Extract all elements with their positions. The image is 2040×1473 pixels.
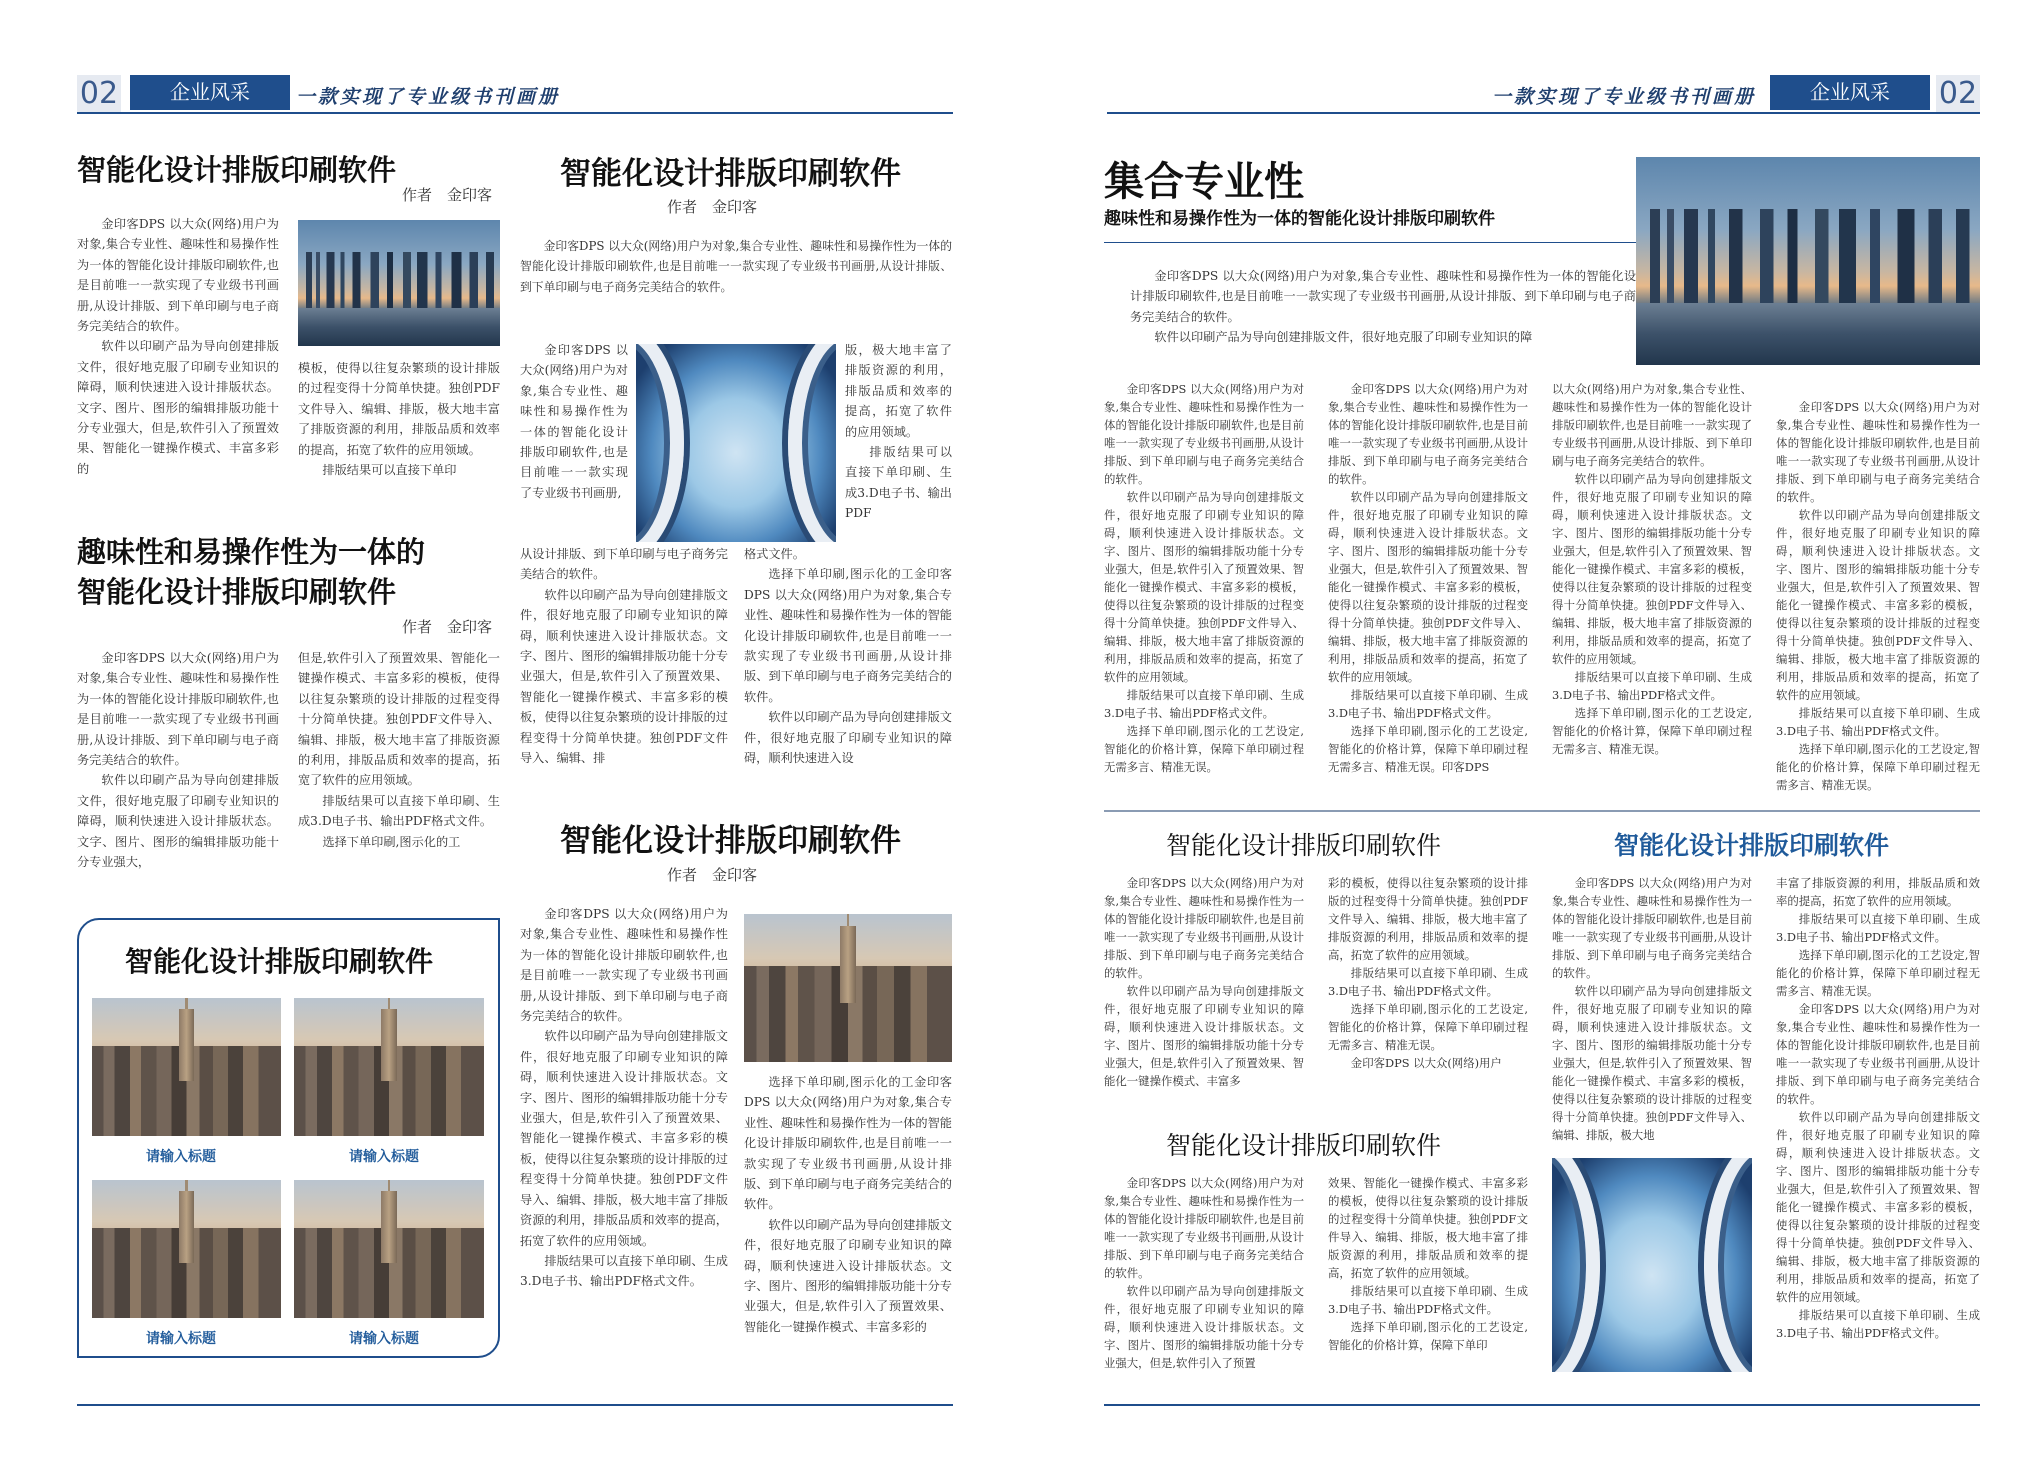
paragraph: 软件以印刷产品为导向创建排版文件，很好地克服了印刷专业知识的障碍，顺利快速进入设计排版状态。文字、图片、图形的编辑排版功能十分专业强大， — [77, 773, 279, 870]
paragraph: 软件以印刷产品为导向创建排版文件，很好地克服了印刷专业知识的障碍，顺利快速进入设计排版状态。文字、图片、图形的编辑排版功能十分专业强大，但是,软件引入了预置效果、智能化一键操作模式、丰富多 — [1104, 984, 1304, 1088]
paragraph: 排版结果可以直接下单印刷、生成3.D电子书、输出PDF格式文件。 — [520, 1253, 728, 1289]
new-york-photo — [92, 998, 281, 1136]
article-author: 作者 金印客 — [667, 198, 758, 216]
paragraph: 排版结果可以直接下单印刷、生成3.D电子书、输出PDF格式文件。 — [1328, 966, 1528, 998]
header-slogan: 一款实现了专业级书刊画册 — [1492, 86, 1757, 108]
paragraph: 金印客DPS 以大众(网络)用户为对象,集合专业性、趣味性和易操作性为一体的智能化设计排版印刷软件,也是目前唯一一款实现了专业级书刊画册,从设计排版、到下单印刷与电子商务完美结合的软件。 — [1104, 382, 1304, 486]
paragraph: 金印客DPS 以大众(网络)用户为对象,集合专业性、趣味性和易操作性为一体的智能化设计排版印刷软件,也是目前唯一一款实现了专业级书刊画册, — [520, 343, 628, 500]
paragraph: 软件以印刷产品为导向创建排版文件，很好地克服了印刷专业知识的障碍，顺利快速进入设计排版状态。文字、图片、图形的编辑排版功能十分专业强大，但是,软件引入了预置效果、智能化一键操作模式、丰富多彩的 — [744, 1217, 952, 1334]
footer-rule — [77, 1404, 953, 1406]
paragraph: 金印客DPS 以大众(网络)用户为对象,集合专业性、趣味性和易操作性为一体的智能化设计排版印刷软件,也是目前唯一一款实现了专业级书刊画册,从设计排版、到下单印刷与电子商务完美结合的软件。 — [1130, 269, 1636, 324]
paragraph: 选择下单印刷,图示化的工 — [322, 834, 461, 849]
paragraph: 软件以印刷产品为导向创建排版文件，很好地克服了印刷专业知识的障碍，顺利快速进入设 — [744, 710, 952, 766]
feature-intro — [1130, 266, 1636, 350]
article-title: 智能化设计排版印刷软件 — [1166, 1131, 1442, 1160]
article-title-line2: 智能化设计排版印刷软件 — [77, 575, 397, 609]
paragraph: 金印客DPS 以大众(网络)用户为对象,集合专业性、趣味性和易操作性为一体的智能化设计排版印刷软件,也是目前唯一一款实现了专业级书刊画册,从设计排版、到下单印刷与电子商务完美结合的软件。 — [1328, 382, 1528, 486]
article-column — [1552, 380, 1752, 798]
paragraph: 金印客DPS 以大众(网络)用户为对象,集合专业性、趣味性和易操作性为一体的智能化设计排版印刷软件,也是目前唯一一款实现了专业级书刊画册,从设计排版、到下单印刷与电子商务完美结合的软件。 — [77, 651, 279, 768]
paragraph: 选择下单印刷,图示化的工艺设定,智能化的价格计算，保障下单印刷过程无需多言、精准无误。 — [1104, 724, 1304, 774]
paragraph: 金印客DPS 以大众(网络)用户为对象,集合专业性、趣味性和易操作性为一体的智能化设计排版印刷软件,也是目前唯一一款实现了专业级书刊画册,从设计排版、到下单印刷与电子商务完美结合的软件。 — [1552, 876, 1752, 980]
paragraph: 选择下单印刷,图示化的工艺设定,智能化的价格计算，保障下单印 — [1328, 1320, 1528, 1352]
new-york-photo — [744, 914, 952, 1062]
paragraph: 软件以印刷产品为导向创建排版文件，很好地克服了印刷专业知识的障碍，顺利快速进入设计排版状态。文字、图片、图形的编辑排版功能十分专业强大，但是,软件引入了预置效果、智能化一键操作模式、丰富多彩的模板，使得以往复杂繁琐的设计排版的过程变得十分简单快捷。独创PDF文件导入、编辑、排版，极大地丰富了排版资源的利用，排版品质和效率的提高，拓宽了软件的应用领域。 — [1104, 490, 1304, 684]
paragraph: 从设计排版、到下单印刷与电子商务完美结合的软件。 — [520, 547, 728, 582]
paragraph: 金印客DPS 以大众(网络)用户为对象,集合专业性、趣味性和易操作性为一体的智能化设计排版印刷软件,也是目前唯一一款实现了专业级书刊画册,从设计排版、到下单印刷与电子商务完美结合的软件。 — [520, 239, 952, 294]
article-title: 智能化设计排版印刷软件 — [1166, 831, 1442, 860]
article-title: 智能化设计排版印刷软件 — [560, 156, 901, 192]
article-body — [298, 648, 500, 896]
paragraph: 排版结果可以直接下单印刷、生成3.D电子书、输出PDF格式文件。 — [1552, 670, 1752, 702]
paragraph: 软件以印刷产品为导向创建排版文件，很好地克服了印刷专业知识的障碍，顺利快速进入设计排版状态。文字、图片、图形的编辑排版功能十分专业强大，但是,软件引入了预置效果、智能化一键操作模式、丰富多彩的模板，使得以往复杂繁琐的设计排版的过程变得十分简单快捷。独创PDF文件导入、编辑、排版，极大地丰富了排版资源的利用，排版品质和效率的提高，拓宽了软件的应用领域。 — [1328, 490, 1528, 684]
section-divider — [1104, 810, 1980, 812]
photo-caption: 请输入标题 — [349, 1331, 419, 1347]
article-body — [77, 214, 279, 502]
paragraph: 格式文件。 — [744, 547, 805, 561]
article-body — [744, 544, 952, 796]
header-slogan: 一款实现了专业级书刊画册 — [296, 86, 561, 108]
paragraph: 排版结果可以直接下单印 — [322, 463, 457, 478]
page-number: 02 — [1936, 75, 1980, 113]
paragraph: 选择下单印刷,图示化的工金印客DPS 以大众(网络)用户为对象,集合专业性、趣味性和易操作性为一体的智能化设计排版印刷软件,也是目前唯一一款实现了专业级书刊画册,从设计排版、到下单印刷与电子商务完美结合的软件。 — [744, 1075, 952, 1212]
paragraph: 软件以印刷产品为导向创建排版文件，很好地克服了印刷专业知识的障碍，顺利快速进入设计排版状态。文字、图片、图形的编辑排版功能十分专业强大，但是,软件引入了预置效果、智能化一键操作模式、丰富多彩的 — [77, 339, 279, 476]
right-page — [1020, 0, 2040, 1473]
paragraph: 软件以印刷产品为导向创建排版文件，很好地克服了印刷专业知识的障 — [1154, 330, 1533, 345]
paragraph: 排版结果可以直接下单印刷、生成3.D电子书、输出PDF格式文件。 — [1776, 706, 1980, 738]
article-body — [744, 1072, 952, 1372]
feature-rule — [1104, 242, 1650, 243]
paragraph: 软件以印刷产品为导向创建排版文件，很好地克服了印刷专业知识的障碍，顺利快速进入设计排版状态。文字、图片、图形的编辑排版功能十分专业强大，但是,软件引入了预置效果、智能化一键操作模式、丰富多彩的模板，使得以往复杂繁琐的设计排版的过程变得十分简单快捷。独创PDF文件导入、编辑、排版，极大地丰富了排版资源的利用，排版品质和效率的提高，拓宽了软件的应用领域。 — [1776, 508, 1980, 702]
paragraph: 排版结果可以直接下单印刷、生成3.D电子书、输出PDF格式文件。 — [1104, 688, 1304, 720]
article-body — [520, 904, 728, 1374]
paragraph: 选择下单印刷,图示化的工金印客DPS 以大众(网络)用户为对象,集合专业性、趣味性和易操作性为一体的智能化设计排版印刷软件,也是目前唯一一款实现了专业级书刊画册,从设计排版、到下单印刷与电子商务完美结合的软件。 — [744, 567, 952, 704]
new-york-photo — [294, 1180, 484, 1318]
paragraph: 彩的模板，使得以往复杂繁琐的设计排版的过程变得十分简单快捷。独创PDF文件导入、编辑、排版，极大地丰富了排版资源的利用，排版品质和效率的提高，拓宽了软件的应用领域。 — [1328, 876, 1528, 962]
paragraph: 软件以印刷产品为导向创建排版文件，很好地克服了印刷专业知识的障碍，顺利快速进入设计排版状态。文字、图片、图形的编辑排版功能十分专业强大，但是,软件引入了预置 — [1104, 1284, 1304, 1370]
paragraph: 效果、智能化一键操作模式、丰富多彩的模板，使得以往复杂繁琐的设计排版的过程变得十分简单快捷。独创PDF文件导入、编辑、排版，极大地丰富了排版资源的利用，排版品质和效率的提高，拓宽了软件的应用领域。 — [1328, 1176, 1528, 1280]
paragraph: 排版结果可以直接下单印刷、生成3.D电子书、输出PDF格式文件。 — [298, 793, 500, 829]
article-column — [1776, 398, 1980, 798]
new-york-photo — [92, 1180, 281, 1318]
article-body — [1552, 874, 1752, 1152]
paragraph: 以大众(网络)用户为对象,集合专业性、趣味性和易操作性为一体的智能化设计排版印刷软件,也是目前唯一一款实现了专业级书刊画册,从设计排版、到下单印刷与电子商务完美结合的软件。 — [1552, 382, 1752, 468]
article-body — [298, 358, 500, 502]
paragraph: 金印客DPS 以大众(网络)用户为对象,集合专业性、趣味性和易操作性为一体的智能化设计排版印刷软件,也是目前唯一一款实现了专业级书刊画册,从设计排版、到下单印刷与电子商务完美结合的软件。 — [520, 907, 728, 1024]
header-rule — [77, 112, 953, 114]
photo-caption: 请输入标题 — [146, 1331, 216, 1347]
city-skyline-photo — [298, 220, 500, 346]
paragraph: 选择下单印刷,图示化的工艺设定,智能化的价格计算，保障下单印刷过程无需多言、精准无误。 — [1776, 742, 1980, 792]
paragraph: 排版结果可以直接下单印刷、生成3.D电子书、输出PDF — [845, 445, 952, 521]
article-intro — [520, 236, 952, 318]
feature-title: 集合专业性 — [1104, 159, 1304, 205]
paragraph: 排版结果可以直接下单印刷、生成3.D电子书、输出PDF格式文件。 — [1328, 688, 1528, 720]
paragraph: 排版结果可以直接下单印刷、生成3.D电子书、输出PDF格式文件。 — [1328, 1284, 1528, 1316]
header-rule — [1107, 112, 1980, 114]
paragraph: 金印客DPS 以大众(网络)用户为对象,集合专业性、趣味性和易操作性为一体的智能化设计排版印刷软件,也是目前唯一一款实现了专业级书刊画册,从设计排版、到下单印刷与电子商务完美结合的软件。 — [1104, 876, 1304, 980]
article-title-line1: 趣味性和易操作性为一体的 — [77, 535, 426, 569]
article-body — [1328, 874, 1528, 1094]
article-body — [1328, 1174, 1528, 1374]
article-author: 作者 金印客 — [667, 866, 758, 884]
city-skyline-photo — [1636, 157, 1980, 365]
feature-subtitle: 趣味性和易操作性为一体的智能化设计排版印刷软件 — [1104, 209, 1495, 229]
footer-rule — [1104, 1404, 1980, 1406]
paragraph: 金印客DPS 以大众(网络)用户为对象,集合专业性、趣味性和易操作性为一体的智能化设计排版印刷软件,也是目前唯一一款实现了专业级书刊画册,从设计排版、到下单印刷与电子商务完美结合的软件。 — [77, 217, 279, 334]
paragraph: 模板，使得以往复杂繁琐的设计排版的过程变得十分简单快捷。独创PDF文件导入、编辑、排版，极大地丰富了排版资源的利用，排版品质和效率的提高，拓宽了软件的应用领域。 — [298, 361, 500, 457]
paragraph: 但是,软件引入了预置效果、智能化一键操作模式、丰富多彩的模板，使得以往复杂繁琐的设计排版的过程变得十分简单快捷。独创PDF文件导入、编辑、排版，极大地丰富了排版资源的利用，排版品质和效率的提高，拓宽了软件的应用领域。 — [298, 651, 500, 788]
article-body — [77, 648, 279, 896]
article-author: 作者 金印客 — [402, 186, 493, 204]
architecture-photo — [636, 344, 836, 542]
paragraph: 金印客DPS 以大众(网络)用户为对象,集合专业性、趣味性和易操作性为一体的智能化设计排版印刷软件,也是目前唯一一款实现了专业级书刊画册,从设计排版、到下单印刷与电子商务完美结合的软件。 — [1104, 1176, 1304, 1280]
article-title: 智能化设计排版印刷软件 — [1614, 831, 1890, 860]
paragraph: 软件以印刷产品为导向创建排版文件，很好地克服了印刷专业知识的障碍，顺利快速进入设计排版状态。文字、图片、图形的编辑排版功能十分专业强大，但是,软件引入了预置效果、智能化一键操作模式、丰富多彩的模板，使得以往复杂繁琐的设计排版的过程变得十分简单快捷。独创PDF文件导入、编辑、排版，极大地丰富了排版资源的利用，排版品质和效率的提高，拓宽了软件的应用领域。 — [1552, 472, 1752, 666]
paragraph: 排版结果可以直接下单印刷、生成3.D电子书、输出PDF格式文件。 — [1776, 912, 1980, 944]
paragraph: 软件以印刷产品为导向创建排版文件，很好地克服了印刷专业知识的障碍，顺利快速进入设计排版状态。文字、图片、图形的编辑排版功能十分专业强大，但是,软件引入了预置效果、智能化一键操作模式、丰富多彩的模板，使得以往复杂繁琐的设计排版的过程变得十分简单快捷。独创PDF文件导入、编辑、排版，极大地丰富了排版资源的利用，排版品质和效率的提高，拓宽了软件的应用领域。 — [520, 1029, 728, 1248]
paragraph: 选择下单印刷,图示化的工艺设定,智能化的价格计算，保障下单印刷过程无需多言、精准无误。 — [1552, 706, 1752, 756]
page-number: 02 — [77, 75, 121, 113]
paragraph: 金印客DPS 以大众(网络)用户为对象,集合专业性、趣味性和易操作性为一体的智能化设计排版印刷软件,也是目前唯一一款实现了专业级书刊画册,从设计排版、到下单印刷与电子商务完美结合的软件。 — [1776, 400, 1980, 504]
architecture-photo — [1552, 1158, 1752, 1372]
article-column — [1104, 380, 1304, 798]
article-body — [845, 340, 952, 542]
section-label: 企业风采 — [130, 75, 290, 110]
article-body — [1104, 1174, 1304, 1374]
article-body — [520, 340, 628, 542]
section-label: 企业风采 — [1770, 75, 1930, 110]
paragraph: 选择下单印刷,图示化的工艺设定,智能化的价格计算，保障下单印刷过程无需多言、精准无误。 — [1776, 948, 1980, 998]
paragraph: 选择下单印刷,图示化的工艺设定,智能化的价格计算，保障下单印刷过程无需多言、精准无误。印客DPS — [1328, 724, 1528, 774]
paragraph: 版，极大地丰富了排版资源的利用，排版品质和效率的提高，拓宽了软件的应用领域。 — [845, 343, 952, 439]
article-title: 智能化设计排版印刷软件 — [77, 153, 397, 187]
gallery-title: 智能化设计排版印刷软件 — [125, 945, 434, 978]
article-column — [1328, 380, 1528, 798]
paragraph: 丰富了排版资源的利用，排版品质和效率的提高，拓宽了软件的应用领域。 — [1776, 876, 1980, 908]
paragraph: 选择下单印刷,图示化的工艺设定,智能化的价格计算，保障下单印刷过程无需多言、精准无误。 — [1328, 1002, 1528, 1052]
article-body — [1104, 874, 1304, 1094]
article-title: 智能化设计排版印刷软件 — [560, 823, 901, 859]
paragraph: 金印客DPS 以大众(网络)用户为对象,集合专业性、趣味性和易操作性为一体的智能化设计排版印刷软件,也是目前唯一一款实现了专业级书刊画册,从设计排版、到下单印刷与电子商务完美结合的软件。 — [1776, 1002, 1980, 1106]
paragraph: 金印客DPS 以大众(网络)用户 — [1350, 1056, 1502, 1070]
paragraph: 软件以印刷产品为导向创建排版文件，很好地克服了印刷专业知识的障碍，顺利快速进入设计排版状态。文字、图片、图形的编辑排版功能十分专业强大，但是,软件引入了预置效果、智能化一键操作模式、丰富多彩的模板，使得以往复杂繁琐的设计排版的过程变得十分简单快捷。独创PDF文件导入、编辑、排 — [520, 587, 728, 766]
article-author: 作者 金印客 — [402, 618, 493, 636]
article-body — [520, 544, 728, 796]
photo-caption: 请输入标题 — [146, 1149, 216, 1165]
photo-caption: 请输入标题 — [349, 1149, 419, 1165]
article-body — [1776, 874, 1980, 1374]
new-york-photo — [294, 998, 484, 1136]
paragraph: 排版结果可以直接下单印刷、生成3.D电子书、输出PDF格式文件。 — [1776, 1308, 1980, 1340]
paragraph: 软件以印刷产品为导向创建排版文件，很好地克服了印刷专业知识的障碍，顺利快速进入设计排版状态。文字、图片、图形的编辑排版功能十分专业强大，但是,软件引入了预置效果、智能化一键操作模式、丰富多彩的模板，使得以往复杂繁琐的设计排版的过程变得十分简单快捷。独创PDF文件导入、编辑、排版，极大地丰富了排版资源的利用，排版品质和效率的提高，拓宽了软件的应用领域。 — [1776, 1110, 1980, 1304]
paragraph: 软件以印刷产品为导向创建排版文件，很好地克服了印刷专业知识的障碍，顺利快速进入设计排版状态。文字、图片、图形的编辑排版功能十分专业强大，但是,软件引入了预置效果、智能化一键操作模式、丰富多彩的模板，使得以往复杂繁琐的设计排版的过程变得十分简单快捷。独创PDF文件导入、编辑、排版，极大地 — [1552, 984, 1752, 1142]
